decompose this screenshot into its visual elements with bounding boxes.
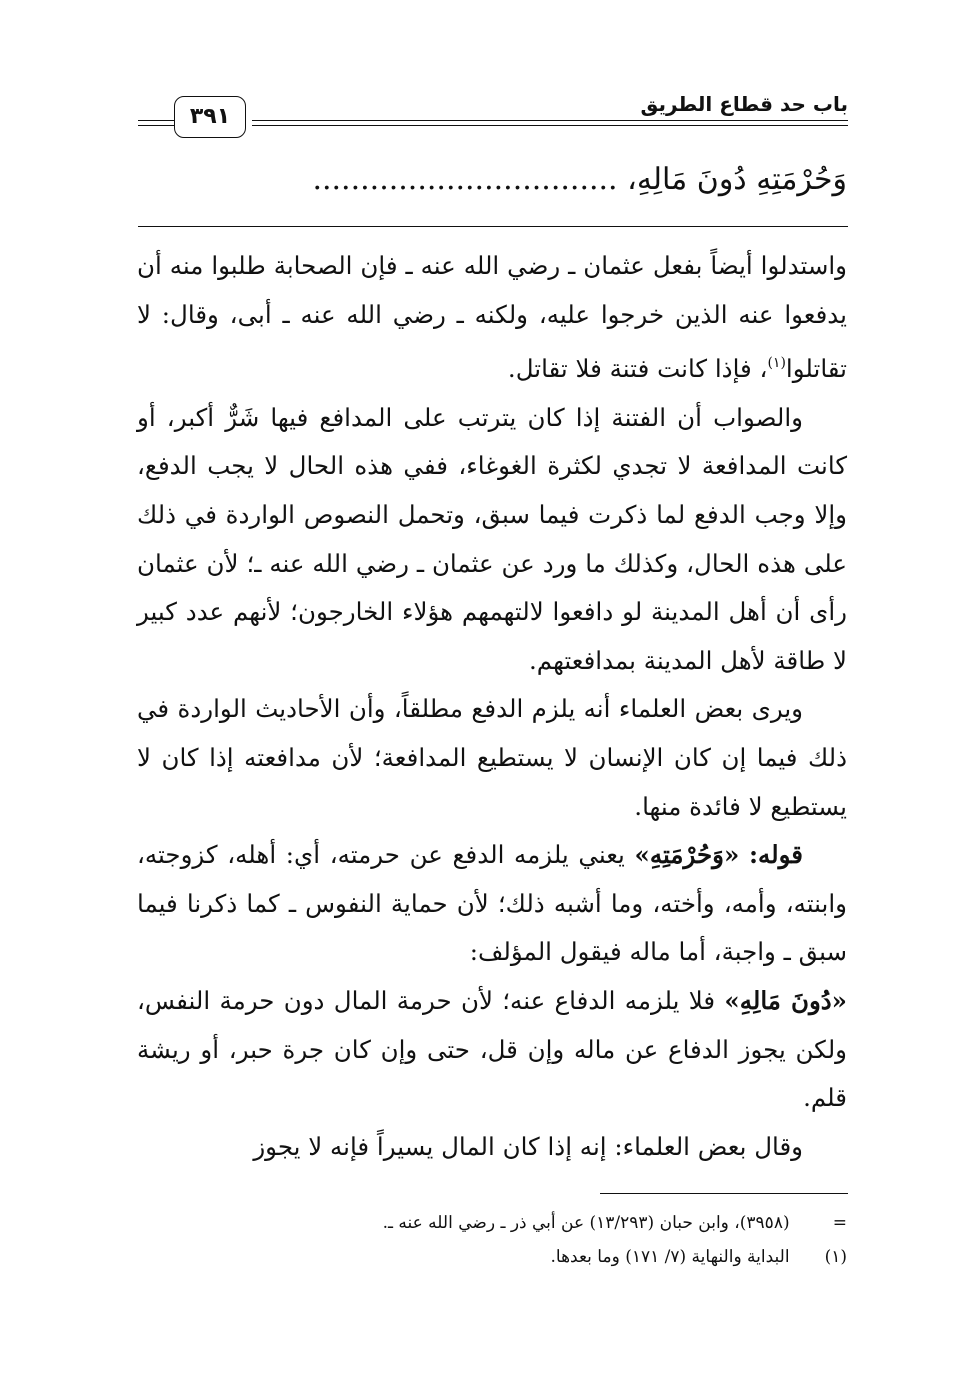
header-rule-left-top (138, 120, 174, 121)
footnote-text: (٣٩٥٨)، وابن حبان (١٣/٢٩٣) عن أبي ذر ـ رضي الله عنه ـ. (382, 1213, 790, 1233)
paragraph-4-text: يعني يلزمه الدفع عن حرمته، أي: أهله، كزوجته، وابنته، وأمه، وأخته، وما أشبه ذلك؛ لأن حماية النفوس ـ كما ذكرنا فيما سبق ـ واجبة، أما ماله فيقول المؤلف: (137, 840, 847, 967)
page-number: ٣٩١ (174, 96, 246, 138)
footnote-ref-1[interactable]: (١) (767, 355, 786, 372)
footnote-1 (137, 1240, 847, 1274)
commentary-body (137, 242, 847, 1171)
quoted-term-hurmatih: «وَحُرْمَتِهِ» (634, 840, 740, 870)
page-header (138, 92, 848, 152)
footnote-continuation (137, 1206, 847, 1240)
quoted-term-dun-malih: «دُونَ مَالِهِ» (724, 985, 847, 1015)
matn-line: وَحُرْمَتِهِ دُونَ مَالِهِ، ................................ (312, 162, 847, 197)
footnote-mark: = (832, 1213, 847, 1233)
paragraph-2: والصواب أن الفتنة إذا كان يترتب على المدافع فيها شَرٌّ أكبر، أو كانت المدافعة لا تجدي لكثرة الغوغاء، ففي هذه الحال لا يجب الدفع، وإلا وجب الدفع لما ذكرت فيما سبق، وتحمل النصوص الواردة في ذلك على هذه الحال، وكذلك ما ورد عن عثمان ـ رضي الله عنه ـ؛ لأن عثمان رأى أن أهل المدينة لو دافعوا لالتهمهم هؤلاء الخارجون؛ لأنهم عدد كبير لا طاقة لأهل المدينة بمدافعتهم. (137, 402, 847, 675)
paragraph-1-text: واستدلوا أيضاً بفعل عثمان ـ رضي الله عنه ـ فإن الصحابة طلبوا منه أن يدفعوا عنه الذين خرجوا عليه، ولكنه ـ رضي الله عنه ـ أبى، وقال: لا تقاتلوا (137, 251, 847, 384)
footnote-text: البداية والنهاية (٧/ ١٧١) وما بعدها. (550, 1247, 790, 1267)
paragraph-5 (137, 977, 847, 1123)
paragraph-6: وقال بعض العلماء: إنه إذا كان المال يسيراً فإنه لا يجوز (253, 1131, 803, 1161)
header-rule-bottom (252, 125, 848, 126)
qawluh-label: قوله: (748, 840, 803, 870)
matn-rule (138, 226, 848, 227)
header-rule-top (252, 120, 848, 121)
footnote-separator (600, 1193, 848, 1194)
paragraph-4 (137, 831, 847, 977)
footnote-mark: (١) (824, 1247, 847, 1267)
paragraph-5-text: فلا يلزمه الدفاع عنه؛ لأن حرمة المال دون حرمة النفس، ولكن يجوز الدفاع عن ماله وإن قل، حتى وإن كان جرة حبر، أو ريشة قلم. (137, 985, 847, 1113)
header-rule-left-bottom (138, 125, 174, 126)
paragraph-1 (137, 242, 847, 394)
chapter-title: باب حد قطاع الطريق (640, 92, 848, 116)
footnotes (137, 1206, 847, 1274)
paragraph-1-end: ، فإذا كانت فتنة فلا تقاتل. (507, 354, 768, 384)
paragraph-3: ويرى بعض العلماء أنه يلزم الدفع مطلقاً، وأن الأحاديث الواردة في ذلك فيما إن كان الإنسان لا يستطيع المدافعة؛ لأن مدافعته إذا كان لا يستطيع لا فائدة منها. (137, 694, 847, 821)
